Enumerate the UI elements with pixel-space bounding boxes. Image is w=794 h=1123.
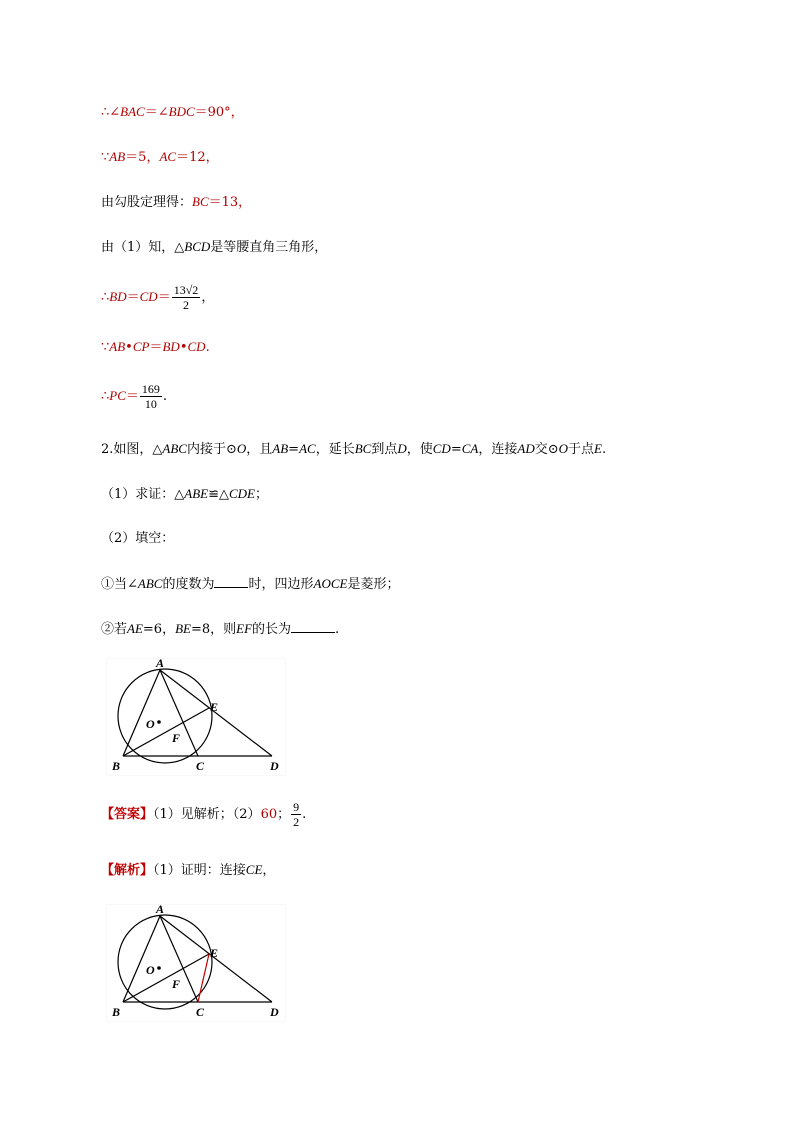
problem-2-question-2a: ①当∠ABC的度数为 时，四边形AOCE是菱形； [101,576,400,592]
center-dot [157,720,161,724]
geometry-figure-1 [106,658,286,776]
label-f: F [172,731,181,745]
analysis-tag: 【解析】 [101,863,154,878]
label-d: D [270,1005,279,1019]
problem-2-question-1: （1）求证：△ABE≌△CDE； [101,486,269,502]
label-c: C [196,759,205,773]
solution-line-5: ∴BD＝CD＝ $\frac{13√2}{2}$ ， [101,283,215,312]
geometry-figure-2 [106,904,286,1022]
center-dot [157,966,161,970]
label-a: A [156,658,165,670]
solution-line-4: 由（1）知，△BCD是等腰直角三角形， [101,239,328,255]
label-e: E [210,946,219,960]
fraction-9-over-2: $\frac{9}{2}$ [293,800,300,829]
analysis-line: 【解析】（1）证明：连接CE， [101,862,276,878]
fraction-169-over-10: $\frac{169}{10}$ [141,382,160,411]
answer-tag: 【答案】 [101,807,154,822]
label-a: A [156,904,165,916]
solution-line-2: ∵AB＝5，AC＝12， [101,149,219,165]
answer-line: 【答案】（1）见解析；（2）60； $\frac{9}{2}$ . [101,800,307,829]
label-b: B [112,1005,121,1019]
problem-2-stem: 2.如图，△ABC内接于⊙O，且AB=AC，延长BC到点D，使CD=CA，连接AD交⊙O于点E. [101,441,607,457]
label-d: D [270,759,279,773]
label-o: O [146,717,155,731]
label-o: O [146,963,155,977]
problem-2-question-2: （2）填空： [101,531,175,546]
fraction-13root2-over-2: $\frac{13√2}{2}$ [173,283,199,312]
solution-line-6: ∵AB•CP＝BD•CD. [101,339,210,355]
label-b: B [112,759,121,773]
solution-line-3: 由勾股定理得：BC＝13， [101,194,252,210]
fill-blank-length [291,620,335,633]
label-f: F [172,977,181,991]
fill-blank-angle [214,575,248,588]
problem-2-question-2b: ②若AE=6，BE=8，则EF的长为 . [101,621,340,637]
solution-line-7: ∴PC＝ $\frac{169}{10}$ . [101,382,168,411]
solution-line-1: ∴∠BAC＝∠BDC＝90°， [101,104,244,120]
label-e: E [210,700,219,714]
label-c: C [196,1005,205,1019]
